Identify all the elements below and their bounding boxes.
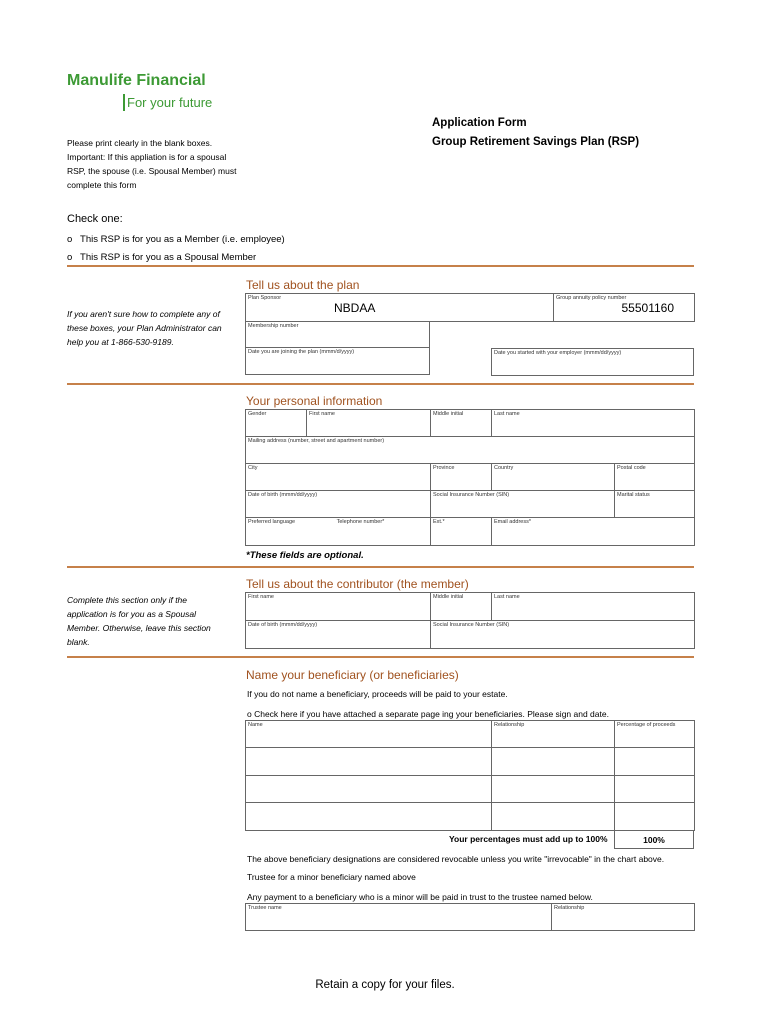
percent-total-label: Your percentages must add up to 100% [449,834,608,844]
field-label: Middle initial [433,411,464,417]
option-label: This RSP is for you as a Spousal Member [80,252,257,263]
beneficiary-name-cell[interactable] [246,721,492,748]
beneficiary-relationship-cell[interactable] [492,776,615,803]
beneficiary-relationship-cell[interactable] [492,803,615,831]
field-label: Date of birth (mmm/dd/yyyy) [248,622,318,628]
divider [67,265,694,267]
percent-total-table [614,830,694,849]
field-label: Ext.* [433,519,445,525]
table-row [246,748,695,776]
estate-note: If you do not name a beneficiary, proceeds will be paid to your estate. [247,689,508,699]
spousal-member-option[interactable] [67,252,256,263]
column-header: Percentage of proceeds [617,722,676,728]
gender-field[interactable] [246,410,307,437]
field-label: Province [433,465,455,471]
membership-number-field[interactable] [246,322,430,348]
country-field[interactable] [492,464,615,491]
beneficiary-name-cell[interactable] [246,803,492,831]
retain-copy-footer: Retain a copy for your files. [315,979,455,991]
personal-info-table [245,409,695,546]
policy-number-field[interactable] [554,294,695,322]
beneficiary-relationship-cell[interactable] [492,721,615,748]
field-label: Middle initial [433,594,464,600]
percent-total-value: 100% [615,831,694,849]
plan-section-heading: Tell us about the plan [246,278,360,292]
divider [67,656,694,658]
beneficiary-percent-cell[interactable] [615,776,695,803]
field-label: Plan Sponsor [248,295,282,301]
field-label: First name [309,411,335,417]
contributor-sin-field[interactable] [431,621,695,649]
option-bullet[interactable]: o [67,252,73,263]
brand-logo: Manulife Financial [67,72,206,89]
field-label: Last name [494,411,520,417]
field-label: Date of birth (mmm/dd/yyyy) [248,492,318,498]
field-label: Membership number [248,323,299,329]
optional-fields-note: *These fields are optional. [246,550,364,561]
field-label: Date you are joining the plan (mmm/d/yyyy) [248,349,355,355]
contributor-dob-field[interactable] [246,621,431,649]
field-label: Group annuity policy number [556,295,627,301]
start-date-table [491,348,694,376]
email-field[interactable] [492,518,695,546]
field-label: Marital status [617,492,650,498]
trustee-note: Any payment to a beneficiary who is a minor will be paid in trust to the trustee named below. [247,892,593,902]
beneficiary-percent-cell[interactable] [615,803,695,831]
postal-code-field[interactable] [615,464,695,491]
field-label: Telephone number* [336,519,385,525]
column-header: Name [248,722,263,728]
field-label: Social Insurance Number (SIN) [433,622,510,628]
trustee-name-field[interactable] [246,904,552,931]
field-label: First name [248,594,274,600]
membership-table [245,321,430,375]
contributor-help-note: Complete this section only if the application is for you as a Spousal Member. Otherwise, leave this section blank. [67,595,211,647]
plan-sponsor-field[interactable] [246,294,554,322]
field-label: Postal code [617,465,646,471]
plan-table [245,293,695,322]
divider [67,383,694,385]
check-one-label: Check one: [67,213,123,225]
member-option[interactable] [67,234,285,245]
form-title-line2: Group Retirement Savings Plan (RSP) [432,136,640,148]
revocable-note: The above beneficiary designations are considered revocable unless you write "irrevocable" in the chart above. [247,854,665,864]
divider [67,566,694,568]
contributor-table [245,592,695,649]
field-label: Date you started with your employer (mmm/dd/yyyy) [494,350,622,356]
form-title-line1: Application Form [432,117,527,129]
date-of-birth-field[interactable] [246,491,431,518]
marital-status-field[interactable] [615,491,695,518]
policy-number-value: 55501160 [621,301,674,315]
middle-initial-field[interactable] [431,410,492,437]
attached-page-checkbox[interactable]: o Check here if you have attached a separate page ing your beneficiaries. Please sign and date. [247,709,609,719]
language-telephone-field[interactable] [246,518,431,546]
field-label: City [248,465,258,471]
contributor-middle-initial-field[interactable] [431,593,492,621]
join-date-field[interactable] [246,348,430,375]
beneficiary-name-cell[interactable] [246,748,492,776]
table-row [246,803,695,831]
beneficiary-percent-cell[interactable] [615,721,695,748]
first-name-field[interactable] [307,410,431,437]
beneficiary-section-heading: Name your beneficiary (or beneficiaries) [246,668,459,682]
option-bullet[interactable]: o [67,234,73,245]
employer-start-date-field[interactable] [492,349,694,376]
field-label: Preferred language [248,519,296,525]
personal-section-heading: Your personal information [246,394,383,408]
sin-field[interactable] [431,491,615,518]
province-field[interactable] [431,464,492,491]
extension-field[interactable] [431,518,492,546]
contributor-first-name-field[interactable] [246,593,431,621]
contributor-section-heading: Tell us about the contributor (the member) [246,577,469,591]
beneficiary-relationship-cell[interactable] [492,748,615,776]
trustee-heading: Trustee for a minor beneficiary named above [247,872,416,882]
mailing-address-field[interactable] [246,437,695,464]
brand-tagline: For your future [123,94,212,111]
plan-help-note: If you aren't sure how to complete any of these boxes, your Plan Administrator can help you at 1-866-530-9189. [67,309,222,347]
plan-sponsor-value: NBDAA [334,301,376,315]
column-header: Relationship [494,722,525,728]
contributor-last-name-field[interactable] [492,593,695,621]
field-label: Country [494,465,514,471]
field-label: Relationship [554,905,585,911]
table-row [246,776,695,803]
trustee-relationship-field[interactable] [552,904,695,931]
field-label: Trustee name [248,905,282,911]
field-label: Mailing address (number, street and apartment number) [248,438,385,444]
city-field[interactable] [246,464,431,491]
form-title [432,114,639,152]
last-name-field[interactable] [492,410,695,437]
option-label: This RSP is for you as a Member (i.e. employee) [80,234,285,245]
field-label: Gender [248,411,267,417]
trustee-table [245,903,695,931]
beneficiary-percent-cell[interactable] [615,748,695,776]
field-label: Social Insurance Number (SIN) [433,492,510,498]
intro-instructions: Please print clearly in the blank boxes. Important: If this appliation is for a spousal RSP, the spouse (i.e. Spousal Member) must complete this form [67,138,237,190]
field-label: Last name [494,594,520,600]
field-label: Email address* [494,519,531,525]
beneficiary-table [245,720,695,831]
beneficiary-name-cell[interactable] [246,776,492,803]
